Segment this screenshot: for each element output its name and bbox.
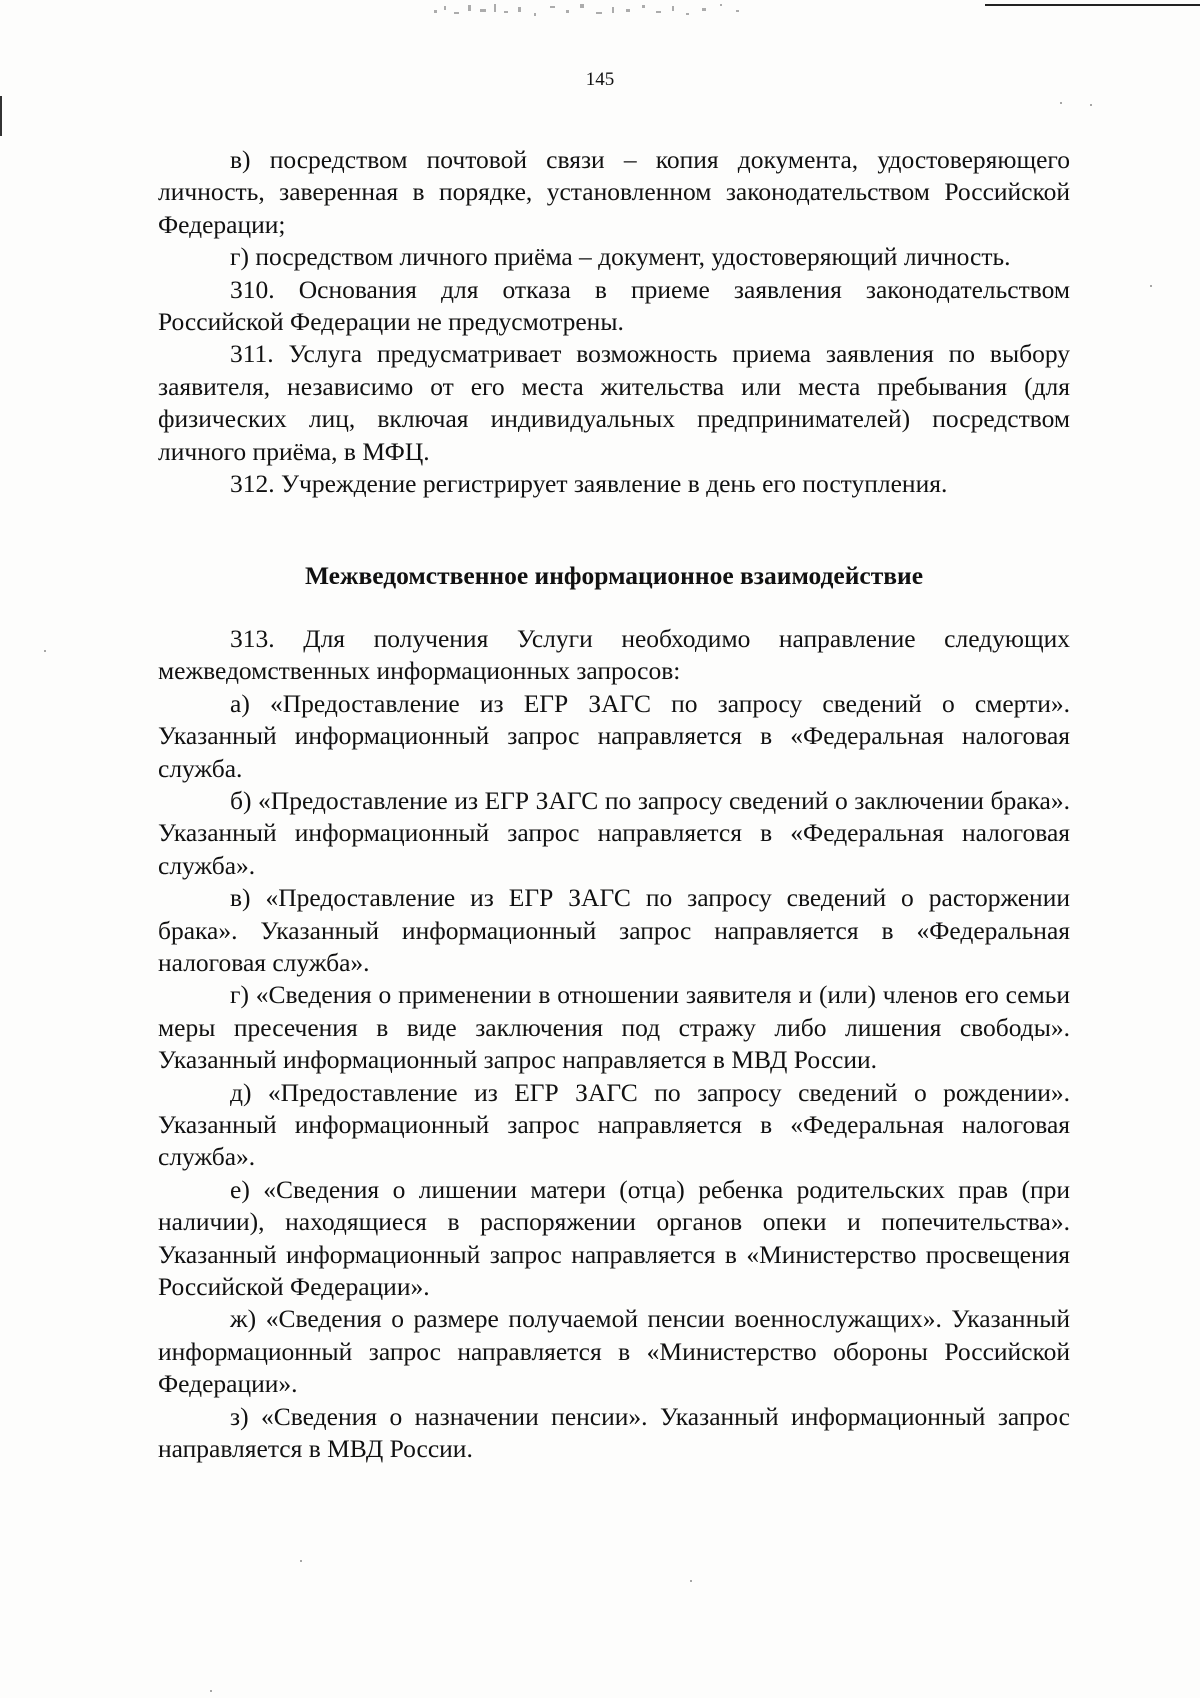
list-item: д) «Предоставление из ЕГР ЗАГС по запросу сведений о рождении». Указанный информационный запрос направляется в «Федеральная налоговая служба».	[158, 1077, 1070, 1172]
paragraph: 313. Для получения Услуги необходимо направление следующих межведомственных информационных запросов:	[158, 623, 1070, 686]
scan-speck	[1060, 102, 1062, 104]
page-number: 145	[585, 69, 615, 90]
scan-speck	[690, 1580, 692, 1582]
scan-noise	[430, 0, 790, 26]
list-item: ж) «Сведения о размере получаемой пенсии военнослужащих». Указанный информационный запрос направляется в «Министерство обороны Российской Федерации».	[158, 1304, 1070, 1399]
scan-speck	[1150, 285, 1152, 287]
paragraph: в) посредством почтовой связи – копия документа, удостоверяющего личность, заверенная в порядке, установленном законодательством Российской Федерации;	[158, 145, 1070, 239]
section-heading: Межведомственное информационное взаимодействие	[304, 561, 924, 591]
list-item: а) «Предоставление из ЕГР ЗАГС по запросу сведений о смерти». Указанный информационный запрос направляется в «Федеральная налоговая служба.	[158, 688, 1070, 783]
scan-speck	[1090, 104, 1092, 106]
scan-speck	[44, 650, 46, 652]
scan-edge-mark	[985, 4, 1200, 6]
list-item: в) «Предоставление из ЕГР ЗАГС по запросу сведений о расторжении брака». Указанный информационный запрос направляется в «Федеральная налоговая служба».	[158, 883, 1070, 977]
list-item: е) «Сведения о лишении матери (отца) ребенка родительских прав (при наличии), находящиеся в распоряжении органов опеки и попечительства». Указанный информационный запрос направляется в «Министерство просвещения Российской Федерации».	[158, 1174, 1070, 1301]
paragraph: 311. Услуга предусматривает возможность приема заявления по выбору заявителя, независимо от его места жительства или места пребывания (для физических лиц, включая индивидуальных предпринимателей) посредством личного приёма, в МФЦ.	[158, 339, 1070, 466]
scan-speck	[300, 1560, 302, 1562]
paragraph: г) посредством личного приёма – документ, удостоверяющий личность.	[230, 242, 1011, 272]
scan-edge-mark	[0, 96, 2, 136]
list-item: г) «Сведения о применении в отношении заявителя и (или) членов его семьи меры пресечения в виде заключения под стражу либо лишения свободы». Указанный информационный запрос направляется в МВД России.	[158, 980, 1070, 1075]
list-item: б) «Предоставление из ЕГР ЗАГС по запросу сведений о заключении брака». Указанный информационный запрос направляется в «Федеральная налоговая служба».	[158, 785, 1070, 880]
paragraph: 310. Основания для отказа в приеме заявления законодательством Российской Федерации не предусмотрены.	[158, 274, 1070, 337]
scan-speck	[210, 1690, 212, 1692]
paragraph: 312. Учреждение регистрирует заявление в день его поступления.	[230, 469, 948, 499]
list-item: з) «Сведения о назначении пенсии». Указанный информационный запрос направляется в МВД России.	[158, 1401, 1070, 1464]
document-body	[158, 144, 1070, 1465]
